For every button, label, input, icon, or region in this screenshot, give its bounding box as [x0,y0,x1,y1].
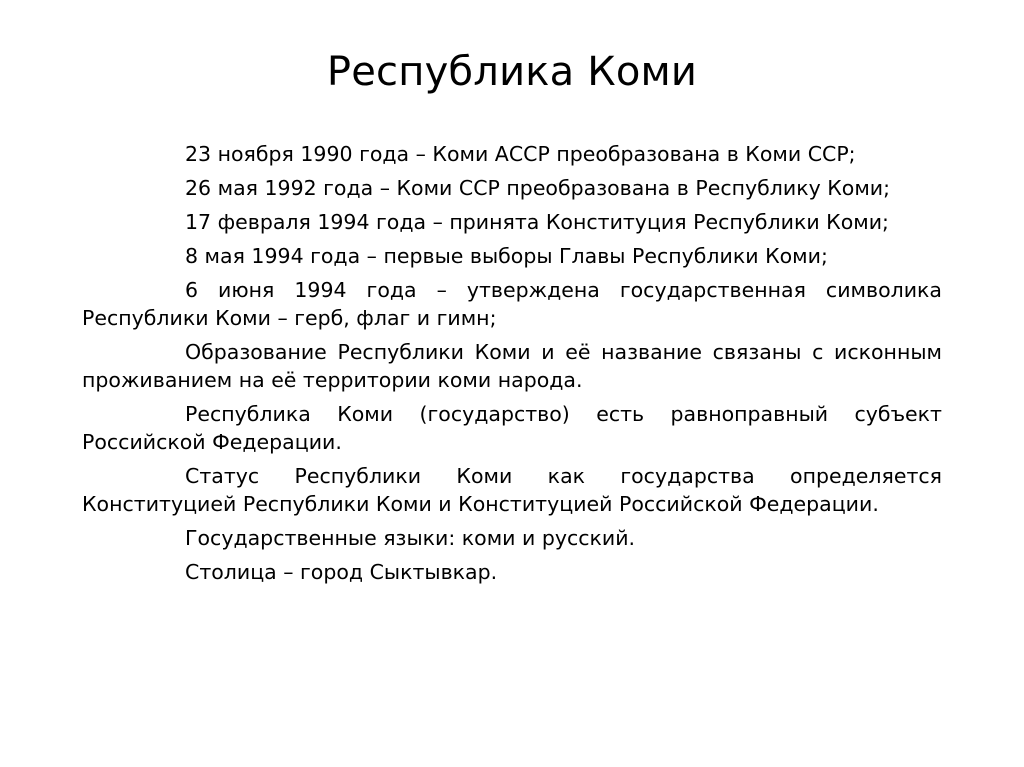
paragraph-3: 17 февраля 1994 года – принята Конституция Республики Коми; [185,210,889,234]
paragraph-1: 23 ноября 1990 года – Коми АССР преобразована в Коми ССР; [185,142,856,166]
paragraph-7: Республика Коми (государство) есть равноправный субъект Российской Федерации. [82,402,942,454]
paragraph-8: Статус Республики Коми как государства определяется Конституцией Республики Коми и Конституцией Российской Федерации. [82,464,942,516]
slide-title: Республика Коми [326,49,698,95]
paragraph-5: 6 июня 1994 года – утверждена государственная символика Республики Коми – герб, флаг и гимн; [82,278,942,330]
paragraph-4: 8 мая 1994 года – первые выборы Главы Республики Коми; [185,244,828,268]
slide-body [82,140,942,592]
paragraph-9: Государственные языки: коми и русский. [185,526,636,550]
paragraph-10: Столица – город Сыктывкар. [185,560,498,584]
paragraph-6: Образование Республики Коми и её название связаны с исконным проживанием на её территории коми народа. [82,340,942,392]
paragraph-2: 26 мая 1992 года – Коми ССР преобразована в Республику Коми; [185,176,891,200]
